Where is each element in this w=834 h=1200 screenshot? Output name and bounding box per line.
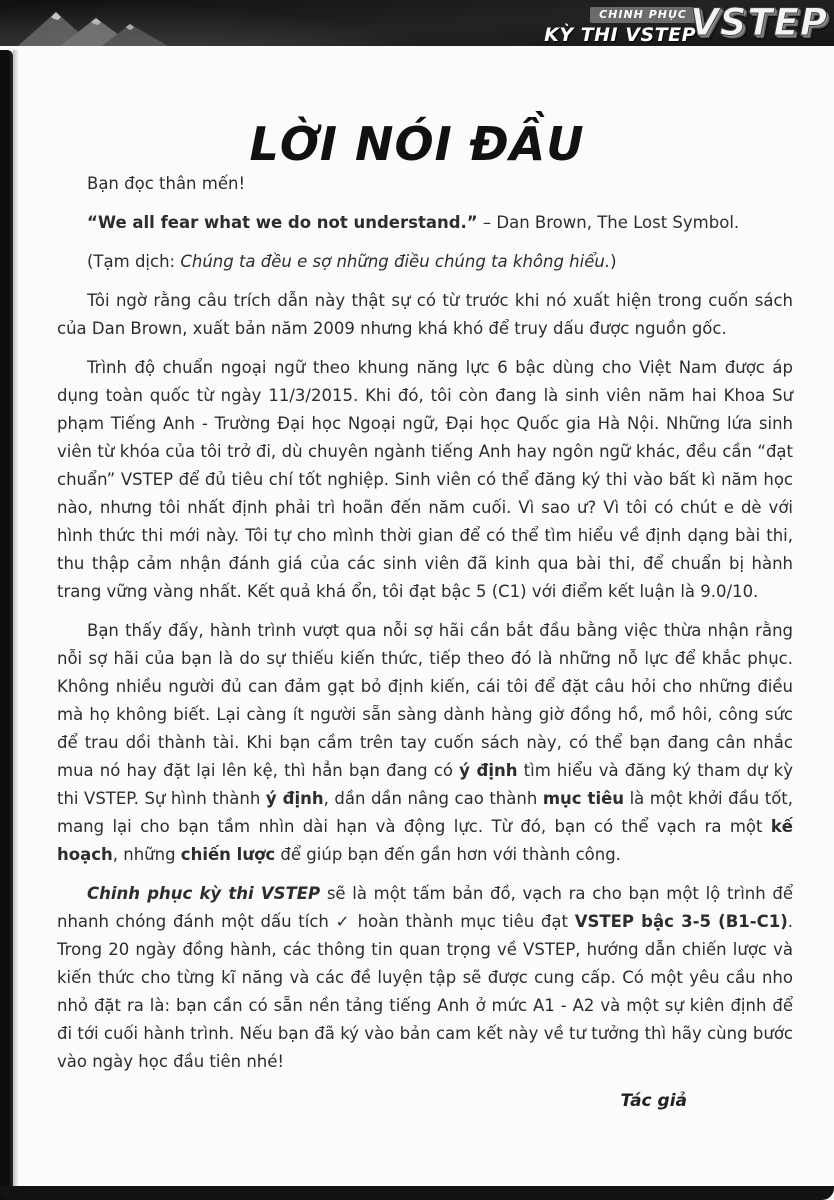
header-banner: [0, 0, 834, 46]
paragraph-translation: (Tạm dịch: Chúng ta đều e sợ những điều chúng ta không hiểu.): [87, 252, 617, 271]
paragraph-motivation: Bạn thấy đấy, hành trình vượt qua nỗi sợ hãi cần bắt đầu bằng việc thừa nhận rằng nỗi sợ hãi của bạn là do sự thiếu kiến thức, tiếp theo đó là những nỗ lực để khắc phục. Không nhiều người đủ can đảm gạt bỏ định kiến, cái tôi để đặt câu hỏi cho những điều mà họ không biết. Lại càng ít người sẵn sàng dành hàng giờ đồng hồ, mồ hôi, công sức để trau dồi thành tài. Khi bạn cầm trên tay cuốn sách này, có thể bạn đang cân nhắc mua nó hay đặt lại lên kệ, thì hẳn bạn đang có ý định tìm hiểu và đăng ký tham dự kỳ thi VSTEP. Sự hình thành ý định, dần dần nâng cao thành mục tiêu là một khởi đầu tốt, mang lại cho bạn tầm nhìn dài hạn và động lực. Từ đó, bạn có thể vạch ra một kế hoạch, những chiến lược để giúp bạn đến gần hơn với thành công.: [57, 621, 794, 864]
mountains-icon: [18, 6, 168, 46]
preface-body: [57, 170, 793, 1115]
banner-taglines: [544, 3, 696, 46]
paragraph-quote: “We all fear what we do not understand.” – Dan Brown, The Lost Symbol.: [87, 213, 740, 232]
paragraph-background: Trình độ chuẩn ngoại ngữ theo khung năng lực 6 bậc dùng cho Việt Nam được áp dụng toàn quốc từ ngày 11/3/2015. Khi đó, tôi còn đang là sinh viên năm hai Khoa Sư phạm Tiếng Anh - Trường Đại học Ngoại ngữ, Đại học Quốc gia Hà Nội. Những lứa sinh viên từ khóa của tôi trở đi, dù chuyên ngành tiếng Anh hay ngôn ngữ khác, đều cần “đạt chuẩn” VSTEP để đủ tiêu chí tốt nghiệp. Sinh viên có thể đăng ký thi vào bất kì năm học nào, nhưng tôi nhất định phải trì hoãn đến năm cuối. Vì sao ư? Vì tôi có chút e dè với hình thức thi mới này. Tôi tự cho mình thời gian để có thể tìm hiểu về định dạng bài thi, thu thập cảm nhận đánh giá của các sinh viên đã kinh qua bài thi, để chuẩn bị hành trang vững vàng nhất. Kết quả khá ổn, tôi đạt bậc 5 (C1) với điểm kết luận là 9.0/10.: [57, 358, 793, 601]
paragraph-greeting: Bạn đọc thân mến!: [87, 174, 246, 193]
book-edge-left: [0, 50, 13, 1200]
banner-tagline-ky-thi-vstep: KỲ THI VSTEP: [544, 24, 696, 46]
banner-tagline-chinh-phuc: CHINH PHỤC: [590, 7, 696, 23]
author-signature: Tác giả: [620, 1091, 687, 1111]
book-edge-bottom: [0, 1186, 834, 1200]
paragraph-book-intro: Chinh phục kỳ thi VSTEP sẽ là một tấm bản đồ, vạch ra cho bạn một lộ trình để nhanh chóng đánh một dấu tích ✓ hoàn thành mục tiêu đạt VSTEP bậc 3-5 (B1-C1). Trong 20 ngày đồng hành, các thông tin quan trọng về VSTEP, hướng dẫn chiến lược và kiến thức cho từng kĩ năng và các đề luyện tập sẽ được cung cấp. Có một yêu cầu nho nhỏ đặt ra là: bạn cần có sẵn nền tảng tiếng Anh ở mức A1 - A2 và một sự kiên định để đi tới cuối hành trình. Nếu bạn đã ký vào bản cam kết này về tư tưởng thì hãy cùng bước vào ngày học đầu tiên nhé!: [57, 884, 794, 1071]
page-title: LỜI NÓI ĐẦU: [249, 116, 585, 171]
vstep-logo: VSTEP: [690, 1, 828, 44]
page-edge-shadow: [13, 50, 19, 1190]
paragraph-origin: Tôi ngờ rằng câu trích dẫn này thật sự có từ trước khi nó xuất hiện trong cuốn sách của Dan Brown, xuất bản năm 2009 nhưng khá khó để truy dấu được nguồn gốc.: [57, 291, 793, 338]
